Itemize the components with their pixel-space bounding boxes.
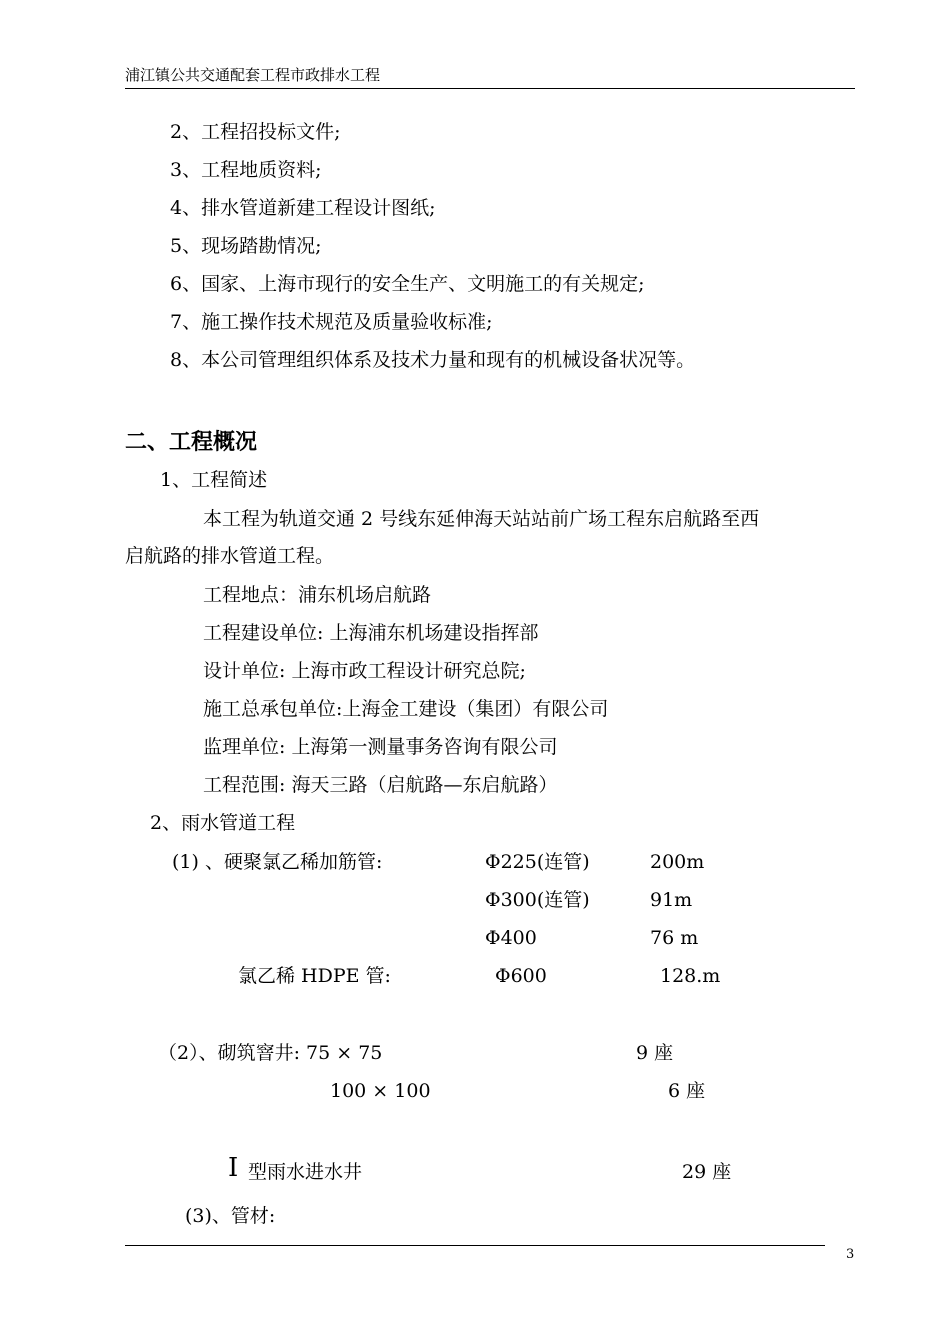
basis-item: 8、本公司管理组织体系及技术力量和现有的机械设备状况等。 [170, 349, 696, 371]
basis-item: 3、工程地质资料; [170, 159, 322, 181]
subsection-heading: 1、工程简述 [160, 469, 268, 491]
project-detail: 施工总承包单位:上海金工建设（集团）有限公司 [203, 698, 609, 720]
page-number: 3 [846, 1247, 855, 1262]
wells-label: （2）、砌筑窨井: 75 × 75 [158, 1042, 383, 1064]
running-header-title: 浦江镇公共交通配套工程市政排水工程 [125, 66, 381, 84]
pipe-spec: Φ300(连管) [485, 889, 590, 911]
hdpe-pipe-label: 氯乙稀 HDPE 管: [238, 965, 391, 987]
pipe-spec: Φ400 [485, 927, 537, 949]
section-heading: 二、工程概况 [125, 430, 258, 455]
materials-label: (3)、管材: [185, 1205, 276, 1227]
intro-paragraph-line: 本工程为轨道交通 2 号线东延伸海天站站前广场工程东启航路至西 [203, 508, 760, 530]
project-detail: 监理单位: 上海第一测量事务咨询有限公司 [203, 736, 558, 758]
pipe-quantity: 200m [650, 851, 705, 873]
inlet-type-mark: I [228, 1153, 239, 1183]
pipe-spec: Φ225(连管) [485, 851, 590, 873]
project-detail: 设计单位: 上海市政工程设计研究总院; [203, 660, 526, 682]
pipe-quantity: 128.m [660, 965, 721, 987]
pipe-group-label: (1) 、硬聚氯乙稀加筋管: [172, 851, 383, 873]
basis-item: 6、国家、上海市现行的安全生产、文明施工的有关规定; [170, 273, 645, 295]
footer-rule [125, 1245, 825, 1246]
basis-item: 2、工程招投标文件; [170, 121, 341, 143]
basis-item: 5、现场踏勘情况; [170, 235, 322, 257]
intro-paragraph-line: 启航路的排水管道工程。 [125, 545, 335, 567]
basis-item: 4、排水管道新建工程设计图纸; [170, 197, 436, 219]
wells-quantity: 6 座 [668, 1080, 706, 1102]
pipe-quantity: 76 m [650, 927, 699, 949]
header-rule [125, 88, 855, 89]
project-detail: 工程建设单位: 上海浦东机场建设指挥部 [203, 622, 539, 644]
wells-quantity: 9 座 [636, 1042, 674, 1064]
pipe-spec: Φ600 [495, 965, 547, 987]
project-detail: 工程范围: 海天三路（启航路—东启航路） [203, 774, 558, 796]
basis-item: 7、施工操作技术规范及质量验收标准; [170, 311, 493, 333]
pipe-quantity: 91m [650, 889, 693, 911]
inlet-well-label: 型雨水进水井 [248, 1161, 363, 1183]
inlet-well-quantity: 29 座 [682, 1161, 732, 1183]
project-detail: 工程地点：浦东机场启航路 [203, 584, 432, 606]
wells-size: 100 × 100 [330, 1080, 431, 1102]
subsection-heading: 2、雨水管道工程 [150, 812, 296, 834]
